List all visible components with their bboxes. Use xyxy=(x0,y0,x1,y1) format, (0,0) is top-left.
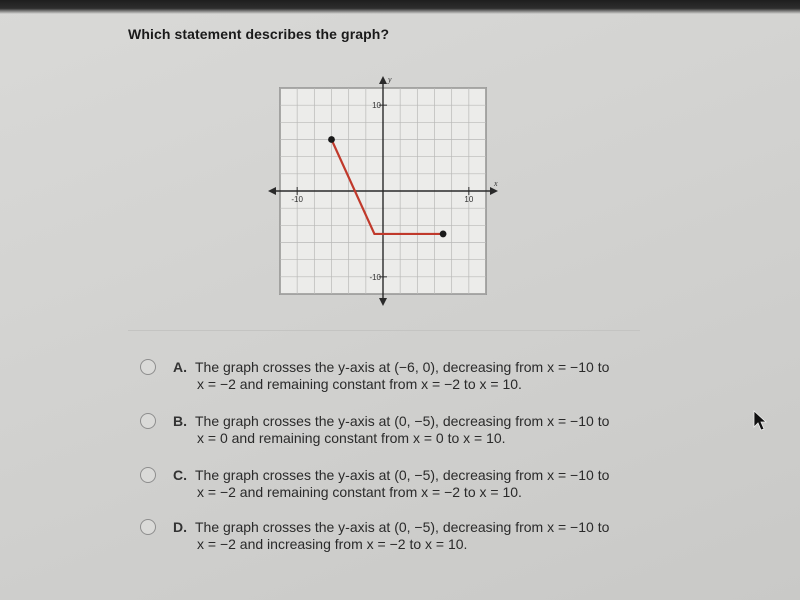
radio-c[interactable] xyxy=(140,467,156,483)
x-axis-arrow-left xyxy=(268,187,276,195)
x-axis-arrow-right xyxy=(490,187,498,195)
tick-label-x-10: 10 xyxy=(464,195,474,204)
mouse-pointer-icon xyxy=(753,410,767,432)
choice-c-text-line2: x = −2 and remaining constant from x = −2 to x = 10. xyxy=(197,484,522,500)
choice-a-letter: A. xyxy=(173,359,187,375)
choice-d-letter: D. xyxy=(173,519,187,535)
question-text: Which statement describes the graph? xyxy=(128,26,390,42)
choice-a-text-line2: x = −2 and remaining constant from x = −2 to x = 10. xyxy=(197,376,522,392)
radio-b[interactable] xyxy=(140,413,156,429)
graph-svg xyxy=(266,76,498,306)
choice-b-letter: B. xyxy=(173,413,187,429)
tick-label-y-10: 10 xyxy=(372,101,381,111)
radio-d[interactable] xyxy=(140,519,156,535)
choice-d-text-line1: The graph crosses the y-axis at (0, −5), decreasing from x = −10 to xyxy=(195,519,610,535)
coordinate-graph xyxy=(266,76,498,306)
choice-c-text-line1: The graph crosses the y-axis at (0, −5), decreasing from x = −10 to xyxy=(195,467,610,483)
monitor-bezel xyxy=(0,0,800,14)
radio-a[interactable] xyxy=(140,359,156,375)
choice-b-text-line2: x = 0 and remaining constant from x = 0 to x = 10. xyxy=(197,430,506,446)
y-axis-letter: y xyxy=(388,76,392,84)
endpoint-right xyxy=(440,231,447,238)
choice-a-text-line1: The graph crosses the y-axis at (−6, 0), decreasing from x = −10 to xyxy=(195,359,610,375)
choice-d-text-line2: x = −2 and increasing from x = −2 to x = 10. xyxy=(197,536,468,552)
x-axis-letter: x xyxy=(494,179,498,188)
section-divider xyxy=(128,330,640,331)
choice-b-text-line1: The graph crosses the y-axis at (0, −5), decreasing from x = −10 to xyxy=(195,413,610,429)
y-axis-arrow-up xyxy=(379,76,387,84)
y-axis-arrow-down xyxy=(379,298,387,306)
endpoint-left xyxy=(328,136,335,143)
tick-label-x-neg-10: -10 xyxy=(291,195,303,204)
tick-label-y-neg-10: -10 xyxy=(369,272,381,282)
choice-c-letter: C. xyxy=(173,467,187,483)
